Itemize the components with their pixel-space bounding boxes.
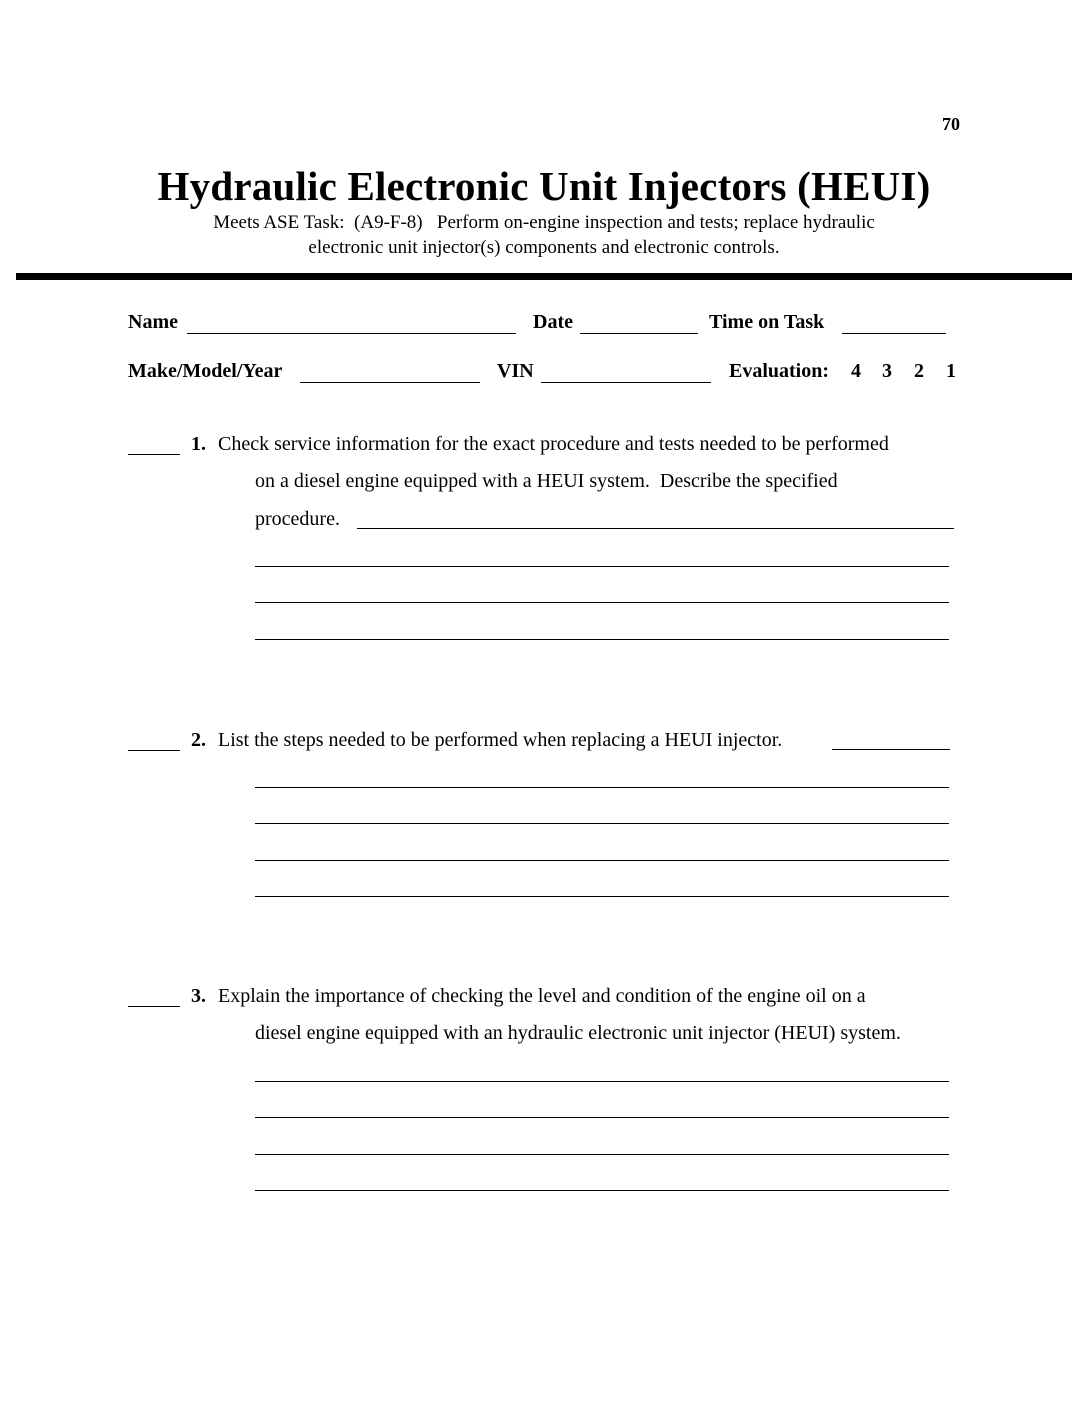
question-3-answer-line[interactable] [255, 1154, 949, 1155]
date-label: Date [533, 311, 573, 333]
evaluation-score-2[interactable]: 2 [914, 360, 924, 382]
title-divider [16, 273, 1072, 280]
question-2-answer-line[interactable] [255, 823, 949, 824]
make-model-year-field[interactable] [300, 360, 480, 383]
question-2-answer-line[interactable] [255, 860, 949, 861]
evaluation-score-1[interactable]: 1 [946, 360, 956, 382]
question-2-answer-line[interactable] [255, 896, 949, 897]
question-2-number: 2. [191, 729, 206, 751]
question-3-score-blank[interactable] [128, 986, 180, 1007]
page-title: Hydraulic Electronic Unit Injectors (HEUI) [157, 163, 931, 209]
question-3-answer-line[interactable] [255, 1117, 949, 1118]
vin-label: VIN [497, 360, 534, 382]
question-2-score-blank[interactable] [128, 730, 180, 751]
question-1-answer-line[interactable] [255, 602, 949, 603]
question-1-text-line-1: Check service information for the exact procedure and tests needed to be performed [218, 433, 889, 455]
ase-task-line-2: electronic unit injector(s) components and electronic controls. [308, 237, 780, 258]
question-1-number: 1. [191, 433, 206, 455]
vin-field[interactable] [541, 360, 711, 383]
question-3-answer-line[interactable] [255, 1081, 949, 1082]
question-1-text-line-3: procedure. [255, 508, 340, 530]
page-number: 70 [942, 114, 960, 134]
evaluation-score-3[interactable]: 3 [882, 360, 892, 382]
question-3-answer-line[interactable] [255, 1190, 949, 1191]
question-1-text-line-2: on a diesel engine equipped with a HEUI system. Describe the specified [255, 470, 838, 492]
question-1-answer-line[interactable] [357, 528, 954, 529]
ase-task-line-1: Meets ASE Task: (A9-F-8) Perform on-engine inspection and tests; replace hydraulic [213, 212, 875, 233]
question-2-text-line-1: List the steps needed to be performed when replacing a HEUI injector. [218, 729, 783, 751]
time-on-task-label: Time on Task [709, 311, 825, 333]
question-1-score-blank[interactable] [128, 434, 180, 455]
name-field[interactable] [187, 311, 516, 334]
evaluation-score-4[interactable]: 4 [851, 360, 861, 382]
date-field[interactable] [580, 311, 698, 334]
question-1-answer-line[interactable] [255, 639, 949, 640]
question-3-number: 3. [191, 985, 206, 1007]
evaluation-label: Evaluation: [729, 360, 830, 382]
question-1-answer-line[interactable] [255, 566, 949, 567]
question-2-answer-line[interactable] [255, 787, 949, 788]
make-model-year-label: Make/Model/Year [128, 360, 283, 382]
question-3-text-line-2: diesel engine equipped with an hydraulic electronic unit injector (HEUI) system. [255, 1022, 901, 1044]
name-label: Name [128, 311, 178, 333]
time-on-task-field[interactable] [842, 311, 946, 334]
question-3-text-line-1: Explain the importance of checking the level and condition of the engine oil on a [218, 985, 866, 1007]
question-2-answer-line[interactable] [832, 749, 950, 750]
